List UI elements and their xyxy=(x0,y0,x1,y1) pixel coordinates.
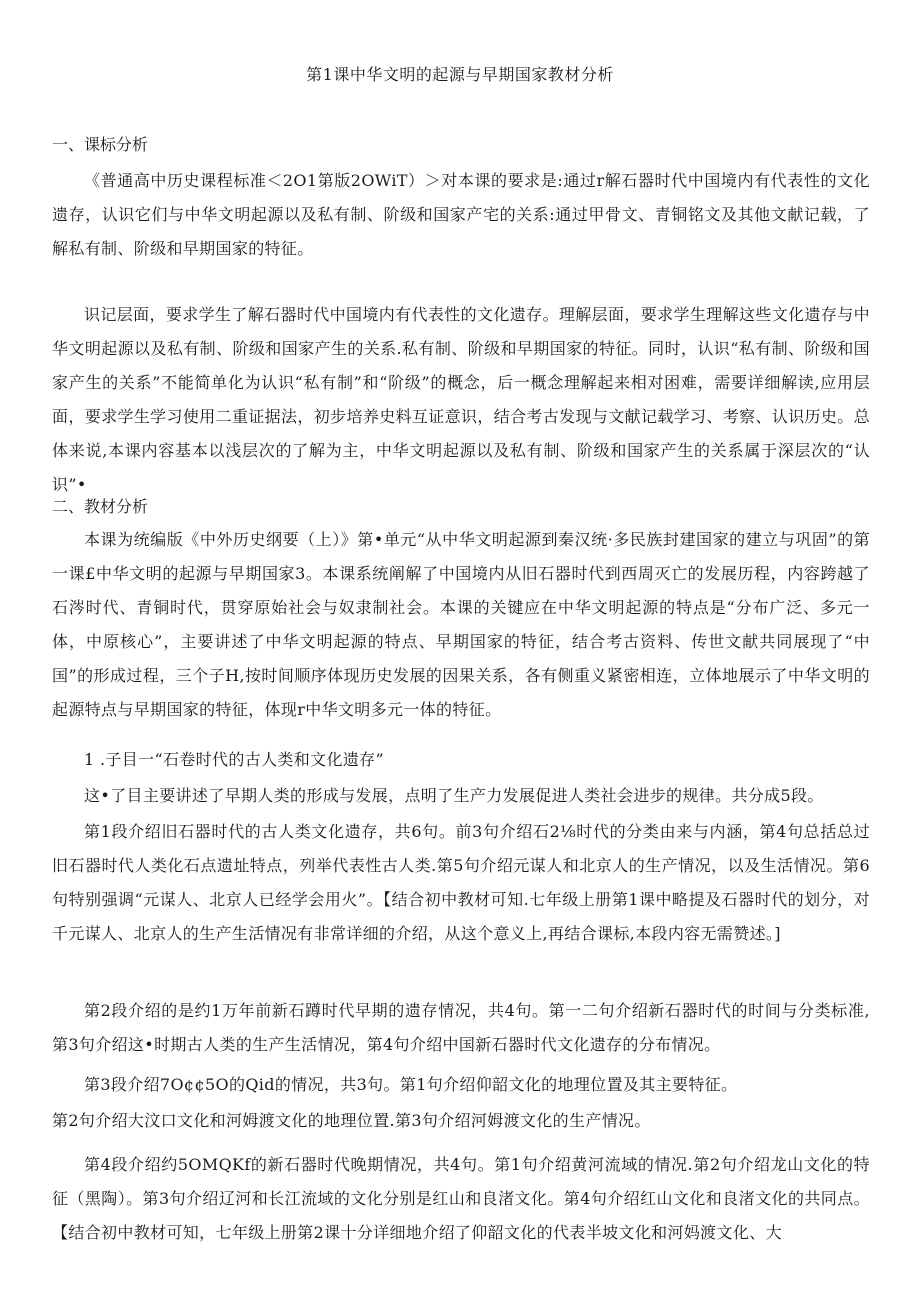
document-title: 第1课中华文明的起源与早期国家教材分析 xyxy=(306,65,614,84)
section-heading-textbook: 二、教材分析 xyxy=(52,497,149,516)
paragraph-segment-2: 第2段介绍的是约1万年前新石蹲时代早期的遗存情况，共4句。第一二句介绍新石器时代的时间与分类标准,第3句介绍这•时期古人类的生产生活情况，第4句介绍中国新石器时代文化遗存的分布情况。 xyxy=(52,1001,870,1054)
paragraph-segment-3: 第3段介绍7O¢¢5O的Qid的情况，共3句。第1句介绍仰韶文化的地理位置及其主要特征。 xyxy=(84,1075,738,1094)
paragraph-segment-1: 第1段介绍旧石器时代的古人类文化遗存，共6句。前3句介绍石2⅛时代的分类由来与内涵，第4句总括总过旧石器时代人类化石点遗址特点，列举代表性古人类.第5句介绍元谋人和北京人的生产情况，以及生活情况。第6句特别强调“元谋人、北京人已经学会用火”。【结合初中教材可知.七年级上册第1课中略提及石器时代的划分，对千元谋人、北京人的生产生活情况有非常详细的介绍，从这个意义上,再结合课标,本段内容无需赞述。] xyxy=(52,822,870,943)
paragraph-segment-3-cont: 第2句介绍大汶口文化和河姆渡文化的地理位置.第3句介绍河姆渡文化的生产情况。 xyxy=(52,1111,651,1130)
paragraph-curriculum-standard: 《普通高中历史课程标准＜2O1第版2OWiT）＞对本课的要求是:通过r解石器时代中国境内有代表性的文化遗存，认识它们与中华文明起源以及私有制、阶级和国家产宅的关系:通过甲骨文、青铜铭文及其他文献记载，了解私有制、阶级和早期国家的特征。 xyxy=(52,171,870,258)
paragraph-segment-4: 第4段介绍约5OMQKf的新石器时代晚期情况，共4句。第1句介绍黄河流域的情况.第2句介绍龙山文化的特征（黑陶）。第3句介绍辽河和长江流域的文化分别是红山和良渚文化。第4句介绍红山文化和良渚文化的共同点。【结合初中教材可知，七年级上册第2课十分详细地介绍了仰韶文化的代表半坡文化和河妈渡文化、大 xyxy=(52,1155,870,1242)
paragraph-textbook-overview: 本课为统编版《中外历史纲要（上）》第•单元“从中华文明起源到秦汉统·多民族封建国家的建立与巩固”的第一课£中华文明的起源与早期国家3。本课系统阐解了中国境内从旧石器时代到西周灭亡的发展历程，内容跨越了石涔时代、青铜时代，贯穿原始社会与奴隶制社会。本课的关键应在中华文明起源的特点是“分布广泛、多元一体，中原核心”，主要讲述了中华文明起源的特点、早期国家的特征，结合考古资料、传世文献共同展现了“中国”的形成过程，三个子H,按时间顺序体现历史发展的因果关系，各有侧重义紧密相连，立体地展示了中华文明的起源特点与早期国家的特征，体现r中华文明多元一体的特征。 xyxy=(52,530,870,719)
paragraph-subsection-summary: 这•了目主要讲述了早期人类的形成与发展，点明了生产力发展促进人类社会进步的规律。共分成5段。 xyxy=(84,786,824,805)
paragraph-learning-levels: 识记层面，要求学生了解石器时代中国境内有代表性的文化遗存。理解层面，要求学生理解这些文化遗存与中华文明起源以及私有制、阶级和国家产生的关系.私有制、阶级和早期国家的特征。同时，认识“私有制、阶级和国家产生的关系”不能简单化为认识“私有制”和“阶级”的概念，后一概念理解起来相对困难，需要详细解读,应用层面，要求学生学习使用二重证据法，初步培养史料互证意识，结合考古发现与文献记载学习、考察、认识历史。总体来说,本课内容基本以浅层次的了解为主，中华文明起源以及私有制、阶级和国家产生的关系属于深层次的“认识”• xyxy=(52,305,870,494)
section-heading-curriculum: 一、课标分析 xyxy=(52,135,149,154)
subsection-heading-1: 1 .子目一“石卷时代的古人类和文化遗存” xyxy=(84,750,385,769)
